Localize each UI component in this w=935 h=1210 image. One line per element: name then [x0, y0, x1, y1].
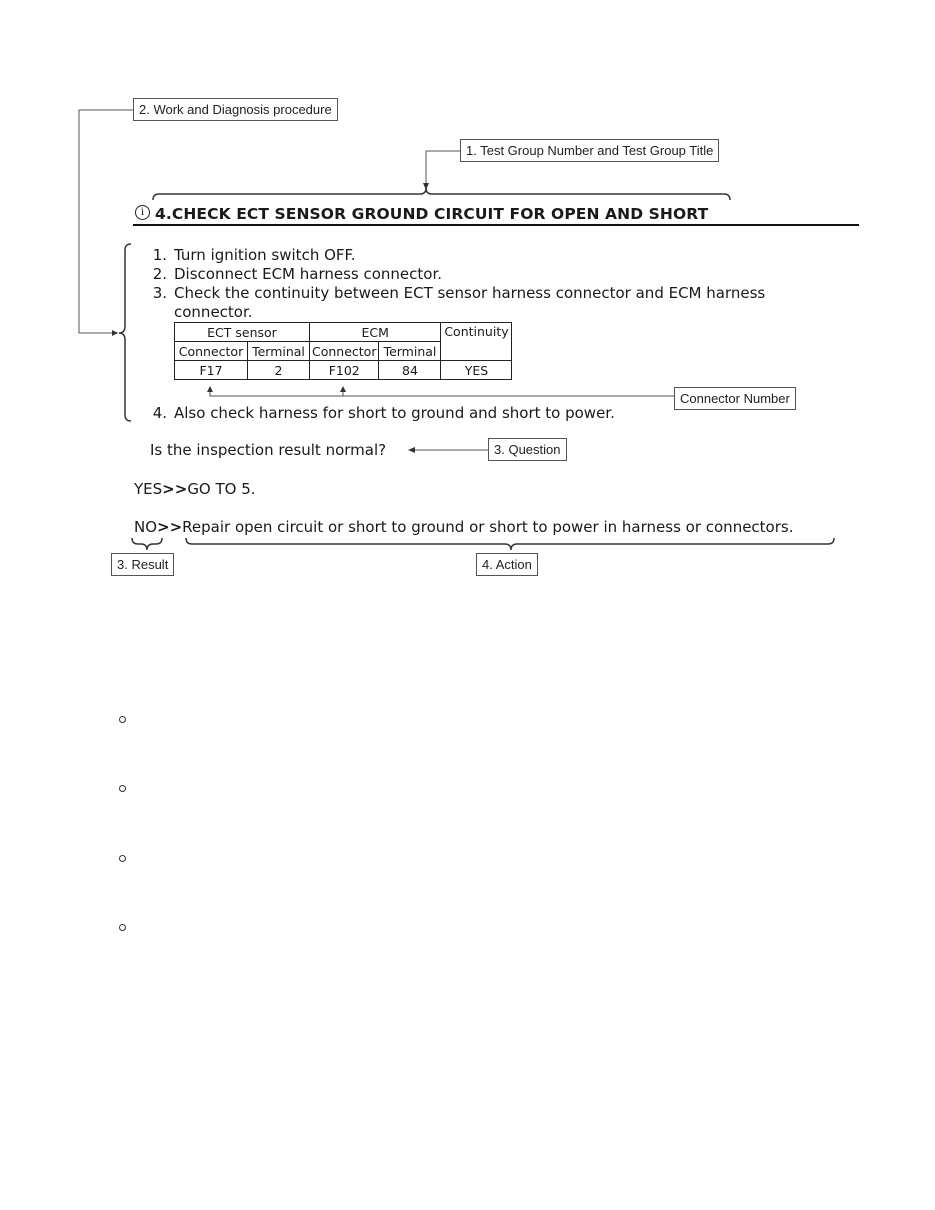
- step-text: Turn ignition switch OFF.: [174, 246, 356, 264]
- no-label: NO: [134, 518, 158, 536]
- no-action: Repair open circuit or short to ground or short to power in harness or connectors.: [182, 518, 794, 536]
- result-no: [134, 518, 793, 536]
- callout-action: 4. Action: [476, 553, 538, 576]
- header-ecm: ECM: [310, 323, 441, 342]
- step-number: 3.: [152, 284, 167, 302]
- info-icon[interactable]: i: [135, 205, 150, 220]
- callout-result: 3. Result: [111, 553, 174, 576]
- step-text: Check the continuity between ECT sensor harness connector and ECM harness: [174, 284, 766, 302]
- continuity-table: [174, 322, 512, 380]
- step-text: Also check harness for short to ground and short to power.: [174, 404, 615, 422]
- no-separator: >>: [157, 518, 183, 536]
- table-header-row: [175, 323, 512, 342]
- step-2: [144, 265, 442, 284]
- step-3-continued: connector.: [174, 303, 253, 321]
- cell-ecm-connector: F102: [310, 361, 379, 380]
- step-4: [144, 404, 615, 423]
- step-number: 2.: [152, 265, 167, 283]
- subheader-connector: Connector: [310, 342, 379, 361]
- step-3: [144, 284, 765, 303]
- header-ect-sensor: ECT sensor: [175, 323, 310, 342]
- table-row: [175, 361, 512, 380]
- result-yes: [134, 480, 256, 498]
- subheader-connector: Connector: [175, 342, 248, 361]
- cell-ecm-terminal: 84: [379, 361, 441, 380]
- subheader-terminal: Terminal: [379, 342, 441, 361]
- yes-separator: >>: [162, 480, 188, 498]
- step-1: [144, 246, 356, 265]
- list-bullet: [119, 785, 126, 792]
- step-number: 1.: [152, 246, 167, 264]
- list-bullet: [119, 924, 126, 931]
- yes-action[interactable]: GO TO 5.: [187, 480, 256, 498]
- callout-work-procedure: 2. Work and Diagnosis procedure: [133, 98, 338, 121]
- list-bullet: [119, 855, 126, 862]
- step-text: Disconnect ECM harness connector.: [174, 265, 443, 283]
- header-continuity: Continuity: [441, 323, 512, 361]
- subheader-terminal: Terminal: [248, 342, 310, 361]
- callout-question: 3. Question: [488, 438, 567, 461]
- step-number: 4.: [152, 404, 167, 422]
- test-group-title: 4.CHECK ECT SENSOR GROUND CIRCUIT FOR OPEN AND SHORT: [155, 205, 709, 223]
- question-text: Is the inspection result normal?: [150, 441, 387, 459]
- cell-continuity: YES: [441, 361, 512, 380]
- callout-test-group: 1. Test Group Number and Test Group Title: [460, 139, 719, 162]
- title-underline: [133, 224, 859, 226]
- cell-ect-connector: F17: [175, 361, 248, 380]
- cell-ect-terminal: 2: [248, 361, 310, 380]
- yes-label: YES: [134, 480, 163, 498]
- callout-connector-number: Connector Number: [674, 387, 796, 410]
- list-bullet: [119, 716, 126, 723]
